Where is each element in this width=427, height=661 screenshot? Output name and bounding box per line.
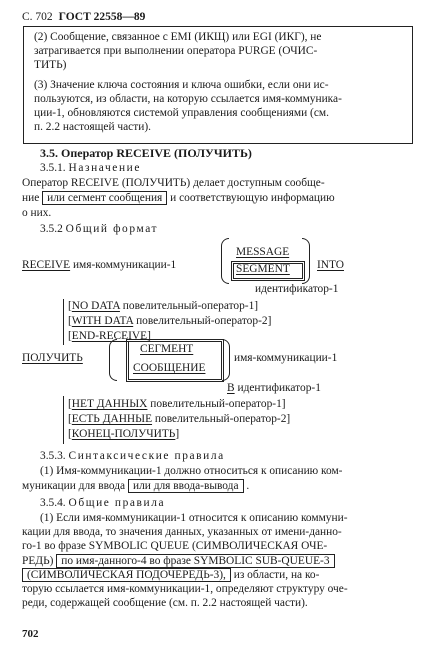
p351-title: Назначение (68, 162, 142, 174)
receive-arg: имя-коммуникации-1 (72, 259, 177, 271)
p354-line-1: (1) Если имя-коммуникации-1 относится к описанию коммуни- (40, 512, 348, 524)
p354-heading (40, 496, 165, 510)
p351-line-2-start: ние (22, 192, 40, 204)
format-en-line (22, 258, 176, 272)
with-data-keyword: WITH DATA (71, 315, 134, 327)
p351-line-2-end: и соответствующую информацию (170, 192, 335, 204)
message-ru-keyword: СООБЩЕНИЕ (133, 362, 206, 374)
note-3-line-3: ции-1, обновляются системой управления сообщениями (см. (34, 107, 329, 119)
v-keyword: В (227, 382, 235, 394)
p351-line-2 (22, 191, 335, 205)
p354-line-5-end: из области, на ко- (233, 569, 320, 581)
clause-net-dannyh: [НЕТ ДАННЫХ повелительный-оператор-1] (68, 398, 286, 410)
standard-number: ГОСТ 22558—89 (58, 11, 146, 23)
p353-heading (40, 449, 225, 463)
p351-line-1: Оператор RECEIVE (ПОЛУЧИТЬ) делает доступным сообще- (22, 177, 325, 189)
ru-brace-right (222, 339, 230, 381)
note-2-line-2: затрагивается при выполнении оператора PURGE (ОЧИС- (34, 45, 318, 57)
clause-est-dannye: [ЕСТЬ ДАННЫЕ повелительный-оператор-2] (68, 413, 291, 425)
p354-number: 3.5.4. (40, 497, 66, 509)
ru-target: идентификатор-1 (237, 382, 321, 394)
section-title: 3.5. Оператор RECEIVE (ПОЛУЧИТЬ) (40, 146, 252, 160)
note-2-line-3: ТИТЬ) (34, 59, 67, 71)
page-label: С. 702 (22, 11, 53, 23)
no-data-stmt: повелительный-оператор-1 (122, 300, 255, 312)
p354-boxed-text-2: (СИМВОЛИЧЕСКАЯ ПОДОЧЕРЕДЬ-3), (22, 568, 231, 582)
note-3-line-4: п. 2.2 настоящей части). (34, 121, 151, 133)
note-3-line-2: пользуются, из области, на которую ссылается имя-коммуника- (34, 93, 342, 105)
p353-title: Синтаксические правила (68, 450, 225, 462)
p354-title: Общие правила (68, 497, 166, 509)
page-header (22, 10, 145, 24)
ru-arg: имя-коммуникации-1 (234, 352, 338, 364)
p353-line-1: (1) Имя-коммуникации-1 должно относиться к описанию ком- (40, 465, 343, 477)
p351-boxed-text: или сегмент сообщения (42, 191, 167, 205)
ru-brace-left (109, 339, 117, 381)
p354-line-5 (22, 568, 319, 582)
p354-line-4-start: РЕДЬ) (22, 555, 54, 567)
est-dannye-stmt: повелительный-оператор-2 (154, 413, 287, 425)
net-dannyh-keyword: НЕТ ДАННЫХ (71, 398, 148, 410)
clause-end-receive: [END-RECEIVE] (68, 330, 151, 342)
note-2-line-1: (2) Сообщение, связанное с EMI (ИКЩ) или EGI (ИКГ), не (34, 31, 322, 43)
ru-clause-bar (63, 396, 64, 444)
p352-title: Общий формат (65, 223, 159, 235)
p354-line-7: реди, содержащей сообщение (см. п. 2.2 настоящей части). (22, 597, 308, 609)
p352-heading (40, 222, 158, 236)
p351-line-3: о них. (22, 207, 52, 219)
no-data-keyword: NO DATA (71, 300, 120, 312)
en-brace-right (302, 238, 310, 284)
page-number: 702 (22, 628, 39, 640)
p353-line-2-start: муникации для ввода (22, 480, 126, 492)
p353-line-2 (22, 479, 249, 493)
ru-target-line (227, 381, 321, 395)
p354-line-4 (22, 554, 335, 568)
net-dannyh-stmt: повелительный-оператор-1 (150, 398, 282, 410)
clause-konec-poluchit: [КОНЕЦ-ПОЛУЧИТЬ] (68, 428, 180, 440)
clause-no-data: [NO DATA повелительный-оператор-1] (68, 300, 259, 312)
message-keyword: MESSAGE (236, 246, 290, 258)
p352-number: 3.5.2 (40, 223, 63, 235)
en-clause-bar (63, 299, 64, 345)
notes-box (23, 26, 413, 144)
receive-keyword: RECEIVE (22, 259, 71, 271)
with-data-stmt: повелительный-оператор-2 (136, 315, 268, 327)
clause-with-data: [WITH DATA повелительный-оператор-2] (68, 315, 272, 327)
en-brace-left (221, 238, 229, 284)
note-3-line-1: (3) Значение ключа состояния и ключа ошибки, если они ис- (34, 79, 329, 91)
est-dannye-keyword: ЕСТЬ ДАННЫЕ (71, 413, 153, 425)
segment-ru-keyword: СЕГМЕНТ (140, 343, 194, 355)
poluchit-keyword: ПОЛУЧИТЬ (22, 352, 83, 364)
end-receive-keyword: END-RECEIVE (71, 330, 148, 342)
into-keyword: INTO (317, 259, 344, 271)
p354-line-6: торую ссылается имя-коммуникации-1, определяют структуру оче- (22, 583, 348, 595)
p354-line-2: кации для ввода, то значения данных, указанных от имени-данно- (22, 526, 342, 538)
p351-number: 3.5.1. (40, 162, 66, 174)
p351-heading (40, 161, 141, 175)
konec-poluchit-keyword: КОНЕЦ-ПОЛУЧИТЬ (71, 428, 176, 440)
segment-keyword: SEGMENT (236, 263, 290, 275)
p353-boxed-text: или для ввода-вывода (128, 479, 244, 493)
p353-line-2-end: . (246, 480, 250, 492)
p354-line-3: го-1 во фразе SYMBOLIC QUEUE (СИМВОЛИЧЕСКАЯ ОЧЕ- (22, 540, 328, 552)
p353-number: 3.5.3. (40, 450, 66, 462)
p354-boxed-text-1: по имя-данного-4 во фразе SYMBOLIC SUB-QUEUE-3 (56, 554, 334, 568)
en-target: идентификатор-1 (255, 283, 339, 295)
